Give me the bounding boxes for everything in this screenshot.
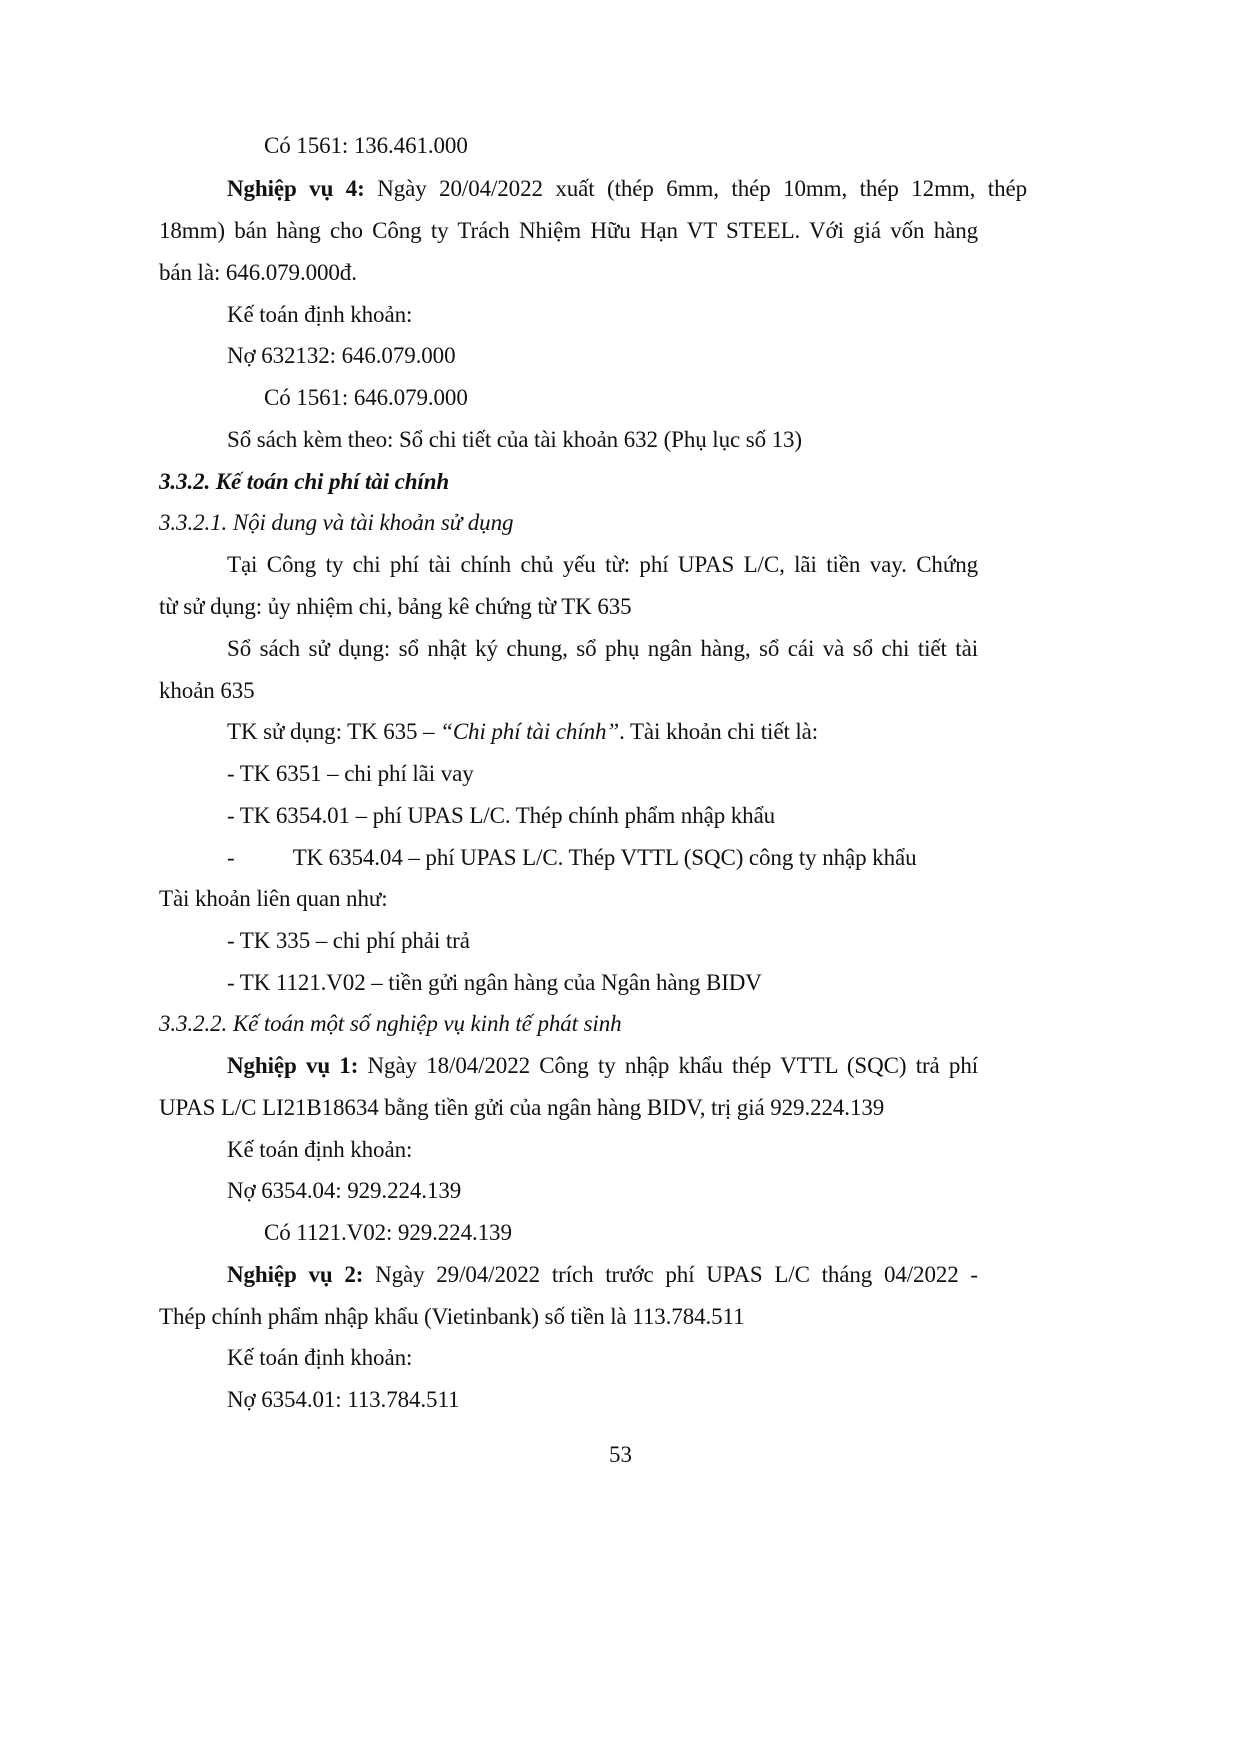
list-item: - TK 6354.01 – phí UPAS L/C. Thép chính phẩm nhập khẩu (227, 803, 776, 828)
paragraph-line: Sổ sách sử dụng: sổ nhật ký chung, sổ phụ ngân hàng, sổ cái và sổ chi tiết tài (227, 636, 978, 661)
paragraph-line: khoản 635 (159, 678, 255, 703)
text: . Tài khoản chi tiết là: (619, 719, 819, 744)
debit-entry-line: Nợ 6354.01: 113.784.511 (227, 1387, 460, 1412)
section-heading: 3.3.2. Kế toán chi phí tài chính (159, 469, 450, 494)
credit-entry-line: Có 1561: 136.461.000 (264, 133, 468, 158)
list-item (227, 843, 917, 873)
list-item: - TK 6351 – chi phí lãi vay (227, 761, 474, 786)
list-item: - TK 1121.V02 – tiền gửi ngân hàng của Ngân hàng BIDV (227, 970, 762, 995)
subsection-heading: 3.3.2.2. Kế toán một số nghiệp vụ kinh tế phát sinh (159, 1011, 622, 1036)
transaction-text: Ngày 18/04/2022 Công ty nhập khẩu thép VTTL (SQC) trả phí (358, 1053, 979, 1078)
dash: - (227, 845, 235, 870)
transaction-2-heading (227, 1260, 978, 1290)
paragraph-line: Thép chính phẩm nhập khẩu (Vietinbank) số tiền là 113.784.511 (159, 1304, 745, 1329)
transaction-1-heading (227, 1051, 978, 1081)
credit-entry-line: Có 1561: 646.079.000 (264, 385, 468, 410)
page-number: 53 (609, 1442, 632, 1467)
entry-label: Kế toán định khoản: (227, 1137, 413, 1162)
paragraph-line: 18mm) bán hàng cho Công ty Trách Nhiệm Hữu Hạn VT STEEL. Với giá vốn hàng (159, 218, 978, 243)
attached-books-line: Sổ sách kèm theo: Sổ chi tiết của tài khoản 632 (Phụ lục số 13) (227, 427, 802, 452)
text: TK sử dụng: TK 635 – (227, 719, 441, 744)
transaction-label: Nghiệp vụ 1: (227, 1053, 359, 1078)
credit-entry-line: Có 1121.V02: 929.224.139 (264, 1220, 512, 1245)
entry-label: Kế toán định khoản: (227, 1345, 413, 1370)
account-used-line (227, 717, 818, 747)
paragraph-line: UPAS L/C LI21B18634 bằng tiền gửi của ngân hàng BIDV, trị giá 929.224.139 (159, 1095, 885, 1120)
transaction-text: Ngày 20/04/2022 xuất (thép 6mm, thép 10mm, thép 12mm, thép (364, 176, 1027, 201)
account-name-quote: “Chi phí tài chính” (440, 719, 620, 744)
transaction-label: Nghiệp vụ 2: (227, 1262, 364, 1287)
subsection-heading: 3.3.2.1. Nội dung và tài khoản sử dụng (159, 510, 514, 535)
paragraph-line: từ sử dụng: ủy nhiệm chi, bảng kê chứng từ TK 635 (159, 594, 632, 619)
text: TK 6354.04 – phí UPAS L/C. Thép VTTL (SQC) công ty nhập khẩu (292, 845, 917, 870)
debit-entry-line: Nợ 6354.04: 929.224.139 (227, 1178, 462, 1203)
paragraph-line: Tại Công ty chi phí tài chính chủ yếu từ: phí UPAS L/C, lãi tiền vay. Chứng (227, 552, 978, 577)
paragraph-line: Tài khoản liên quan như: (159, 886, 388, 911)
entry-label: Kế toán định khoản: (227, 302, 413, 327)
debit-entry-line: Nợ 632132: 646.079.000 (227, 343, 456, 368)
transaction-text: Ngày 29/04/2022 trích trước phí UPAS L/C tháng 04/2022 - (363, 1262, 978, 1287)
paragraph-line: bán là: 646.079.000đ. (159, 260, 357, 285)
transaction-4-heading (227, 174, 1027, 204)
transaction-label: Nghiệp vụ 4: (227, 176, 365, 201)
list-item: - TK 335 – chi phí phải trả (227, 928, 470, 953)
